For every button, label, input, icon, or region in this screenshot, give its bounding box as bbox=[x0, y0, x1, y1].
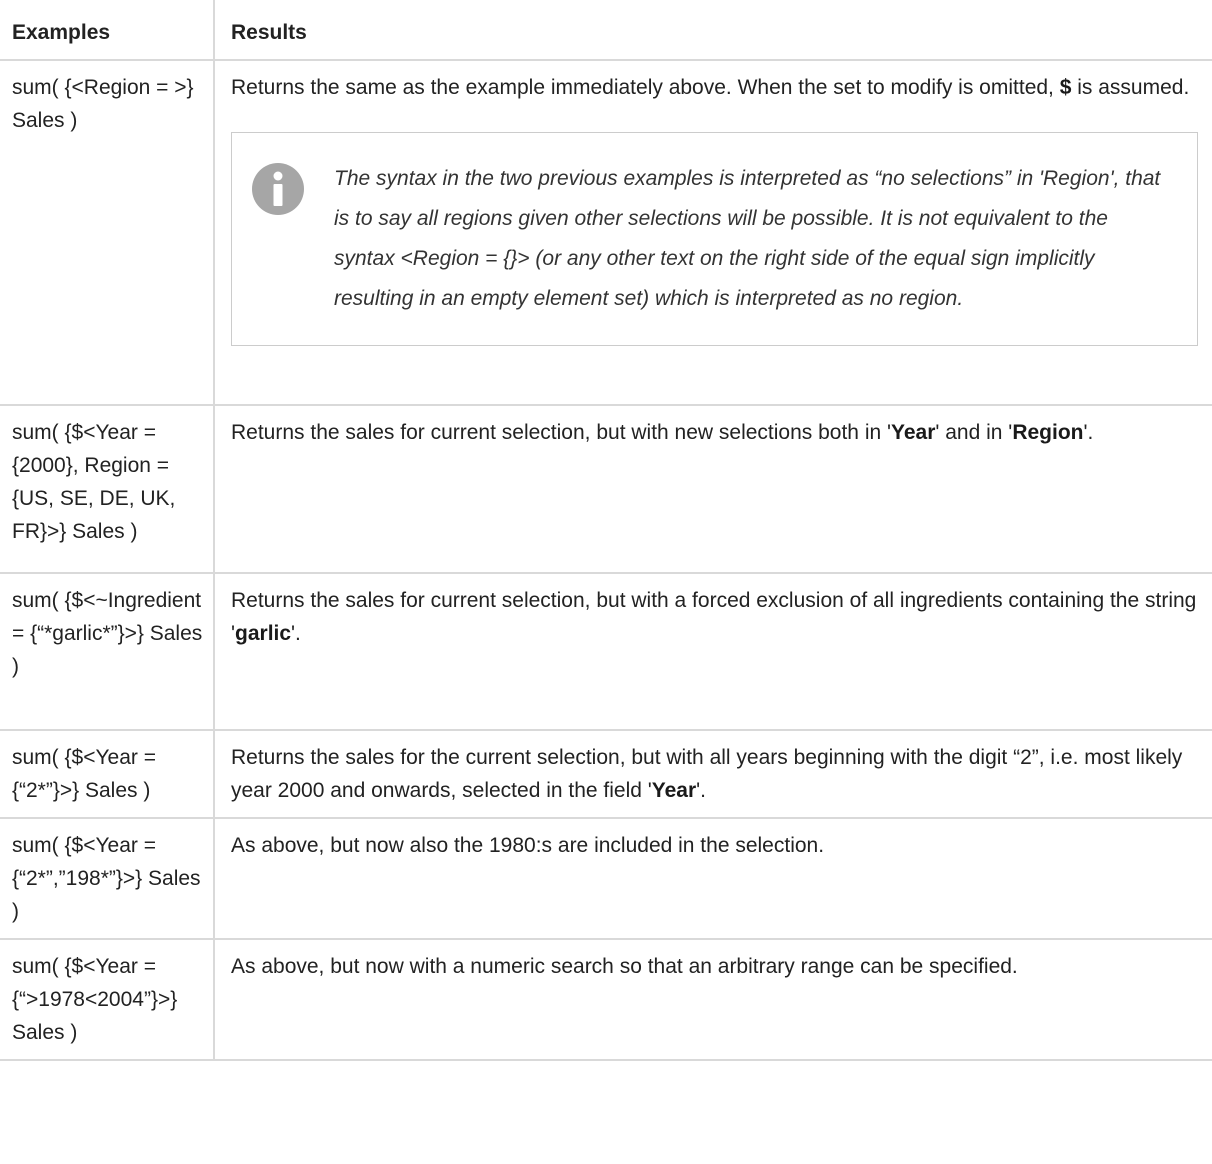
info-icon bbox=[252, 163, 304, 215]
result-bold-text: $ bbox=[1059, 76, 1072, 99]
table-row bbox=[0, 60, 1212, 405]
result-text: ' and in ' bbox=[935, 421, 1013, 444]
result-text: is assumed. bbox=[1071, 76, 1190, 99]
result-text: Returns the sales for the current selection, but with all years beginning with the digit “2”, i.e. most likely year 2000 and onwards, selected in the field ' bbox=[231, 746, 1183, 802]
result-cell bbox=[214, 573, 1212, 730]
result-cell bbox=[214, 939, 1212, 1060]
table-row bbox=[0, 573, 1212, 730]
table-row bbox=[0, 405, 1212, 573]
header-results: Results bbox=[214, 0, 1212, 60]
result-text: Returns the same as the example immediately above. When the set to modify is omitted, bbox=[231, 76, 1060, 99]
example-cell: sum( {$<Year = {“2*”,”198*”}>} Sales ) bbox=[0, 818, 214, 939]
result-cell bbox=[214, 405, 1212, 573]
result-text: Returns the sales for current selection, but with a forced exclusion of all ingredients containing the string ' bbox=[231, 589, 1197, 645]
result-text: Returns the sales for current selection, but with new selections both in ' bbox=[231, 421, 892, 444]
table-row bbox=[0, 730, 1212, 818]
table-row bbox=[0, 939, 1212, 1060]
result-cell bbox=[214, 60, 1212, 405]
result-text: '. bbox=[1083, 421, 1094, 444]
example-cell: sum( {$<~Ingredient = {“*garlic*”}>} Sales ) bbox=[0, 573, 214, 730]
example-cell: sum( {$<Year = {2000}, Region = {US, SE, DE, UK, FR}>} Sales ) bbox=[0, 405, 214, 573]
result-text: '. bbox=[696, 779, 707, 802]
note-text: The syntax in the two previous examples is interpreted as “no selections” in 'Region', that is to say all regions given other selections will be possible. It is not equivalent to the syntax <Region = {}> (or any other text on the right side of the equal sign implicitly resulting in an empty element set) which is interpreted as no region. bbox=[334, 167, 1161, 310]
header-examples: Examples bbox=[0, 0, 214, 60]
table-header-row bbox=[0, 0, 1212, 60]
result-cell bbox=[214, 730, 1212, 818]
result-bold-text: Year bbox=[651, 779, 697, 802]
result-bold-text: Region bbox=[1012, 421, 1084, 444]
result-bold-text: garlic bbox=[235, 622, 292, 645]
result-bold-text: Year bbox=[891, 421, 936, 444]
note-box bbox=[231, 132, 1198, 346]
result-text: As above, but now with a numeric search so that an arbitrary range can be specified. bbox=[231, 955, 1018, 978]
example-cell: sum( {$<Year = {“>1978<2004”}>} Sales ) bbox=[0, 939, 214, 1060]
result-text: As above, but now also the 1980:s are included in the selection. bbox=[231, 834, 825, 857]
example-cell: sum( {$<Year = {“2*”}>} Sales ) bbox=[0, 730, 214, 818]
result-cell bbox=[214, 818, 1212, 939]
example-cell: sum( {<Region = >} Sales ) bbox=[0, 60, 214, 405]
result-text: '. bbox=[291, 622, 301, 645]
table-row bbox=[0, 818, 1212, 939]
